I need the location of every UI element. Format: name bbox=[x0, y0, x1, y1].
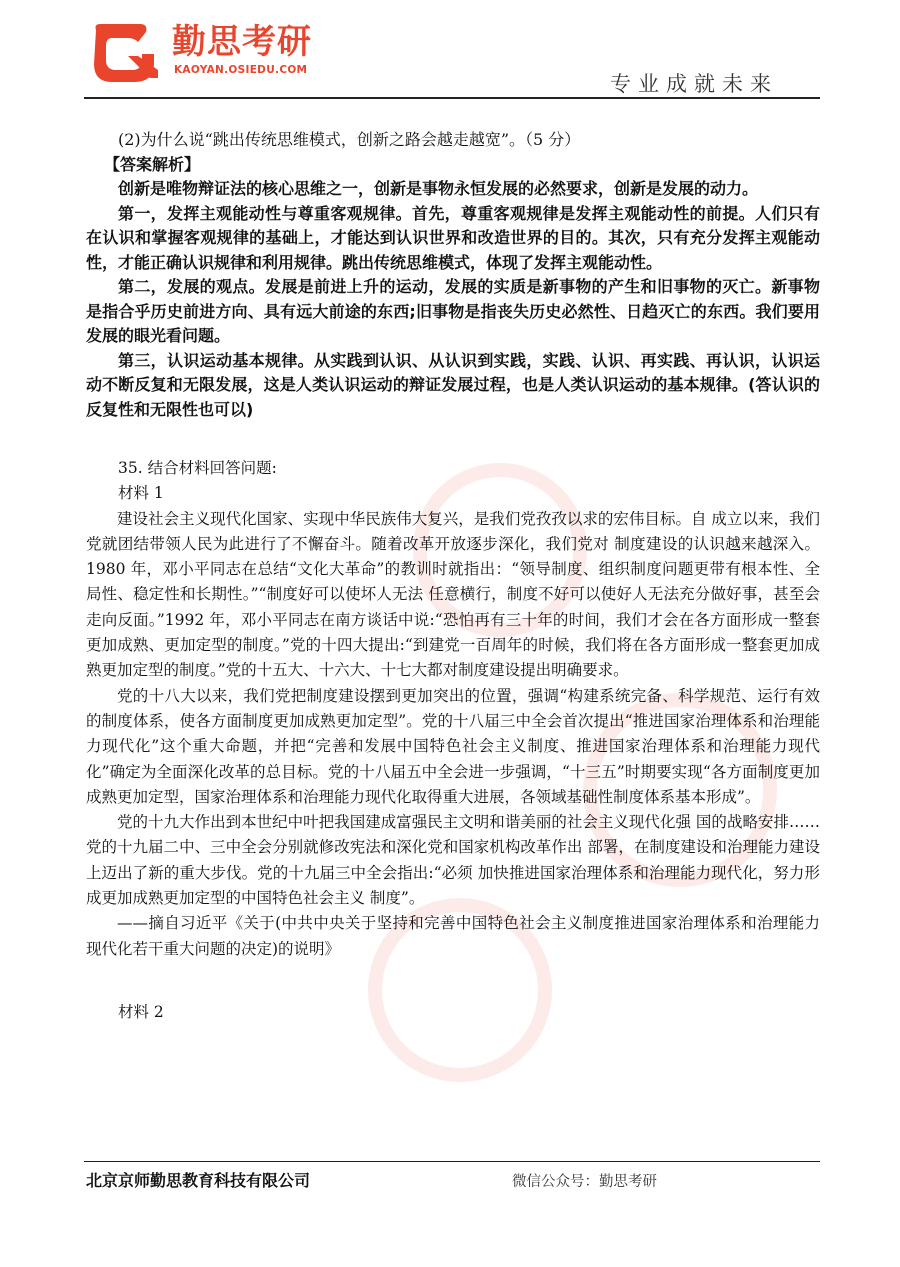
page-header bbox=[0, 0, 900, 100]
material-citation: ——摘自习近平《关于(中共中央关于坚持和完善中国特色社会主义制度推进国家治理体系和治理能力现代化若干重大问题的决定)的说明》 bbox=[86, 914, 820, 958]
answer-heading: 【答案解析】 bbox=[104, 154, 201, 174]
question-2-title: (2)为什么说“跳出传统思维模式，创新之路会越走越宽”。（5 分） bbox=[118, 130, 581, 149]
answer-paragraph: 第一，发挥主观能动性与尊重客观规律。首先，尊重客观规律是发挥主观能动性的前提。人们只有在认识和掌握客观规律的基础上，才能达到认识世界和改造世界的目的。其次，只有充分发挥主观能动性，才能正确认识规律和利用规律。跳出传统思维模式，体现了发挥主观能动性。 bbox=[86, 203, 820, 272]
footer-wechat: 微信公众号：勤思考研 bbox=[512, 1174, 657, 1190]
question-35-title: 35. 结合材料回答问题: bbox=[118, 459, 277, 477]
material-paragraph: 党的十八大以来，我们党把制度建设摆到更加突出的位置，强调“构建系统完备、科学规范、运行有效的制度体系，使各方面制度更加成熟更加定型”。党的十八届三中全会首次提出“推进国家治理体系和治理能力现代化”这个重大命题，并把“完善和发展中国特色社会主义制度、推进国家治理体系和治理能力现代化”确定为全面深化改革的总目标。党的十八届五中全会进一步强调，“十三五”时期要实现“各方面制度更加成熟更加定型，国家治理体系和治理能力现代化取得重大进展，各领域基础性制度体系基本形成”。 bbox=[86, 686, 820, 806]
brand-logo-icon bbox=[88, 20, 160, 84]
answer-paragraph: 第三，认识运动基本规律。从实践到认识、从认识到实践，实践、认识、再实践、再认识，认识运动不断反复和无限发展，这是人类认识运动的辩证发展过程，也是人类认识运动的基本规律。(答认识的反复性和无限性也可以) bbox=[86, 350, 820, 419]
header-divider bbox=[84, 97, 820, 99]
footer-company: 北京京师勤思教育科技有限公司 bbox=[86, 1171, 311, 1190]
brand-url: KAOYAN.OSIEDU.COM bbox=[174, 64, 308, 76]
header-slogan: 专业成就未来 bbox=[610, 72, 778, 96]
answer-paragraph: 创新是唯物辩证法的核心思维之一，创新是事物永恒发展的必然要求，创新是发展的动力。 bbox=[118, 179, 759, 198]
document-body bbox=[86, 128, 820, 1025]
brand-name: 勤思考研 bbox=[172, 22, 312, 62]
answer-paragraph: 第二，发展的观点。发展是前进上升的运动，发展的实质是新事物的产生和旧事物的灭亡。新事物是指合乎历史前进方向、具有远大前途的东西;旧事物是指丧失历史必然性、日趋灭亡的东西。我们要用发展的眼光看问题。 bbox=[86, 277, 820, 345]
material-paragraph: 建设社会主义现代化国家、实现中华民族伟大复兴，是我们党孜孜以求的宏伟目标。自 成立以来，我们党就团结带领人民为此进行了不懈奋斗。随着改革开放逐步深化，我们党对 制度建设的认识越来越深入。1980 年，邓小平同志在总结“文化大革命”的教训时就指出：“领导制度、组织制度问题更带有根本性、全局性、稳定性和长期性。”“制度好可以使坏人无法 任意横行，制度不好可以使好人无法充分做好事，甚至会走向反面。”1992 年，邓小平同志在南方谈话中说:“恐怕再有三十年的时间，我们才会在各方面形成一整套更加成熟、更加定型的制度。”党的十四大提出:“到建党一百周年的时候，我们将在各方面形成一整套更加成熟更加定型的制度。”党的十五大、十六大、十七大都对制度建设提出明确要求。 bbox=[86, 509, 820, 680]
material-1-label: 材料 1 bbox=[118, 484, 164, 503]
material-2-label: 材料 2 bbox=[118, 1002, 164, 1021]
material-paragraph: 党的十九大作出到本世纪中叶把我国建成富强民主文明和谐美丽的社会主义现代化强 国的战略安排……党的十九届二中、三中全会分别就修改宪法和深化党和国家机构改革作出 部署，在制度建设和治理能力建设上迈出了新的重大步伐。党的十九届三中全会指出:“必须 加快推进国家治理体系和治理能力现代化，努力形成更加成熟更加定型的中国特色社会主义 制度”。 bbox=[86, 813, 820, 908]
footer-divider bbox=[84, 1161, 820, 1162]
